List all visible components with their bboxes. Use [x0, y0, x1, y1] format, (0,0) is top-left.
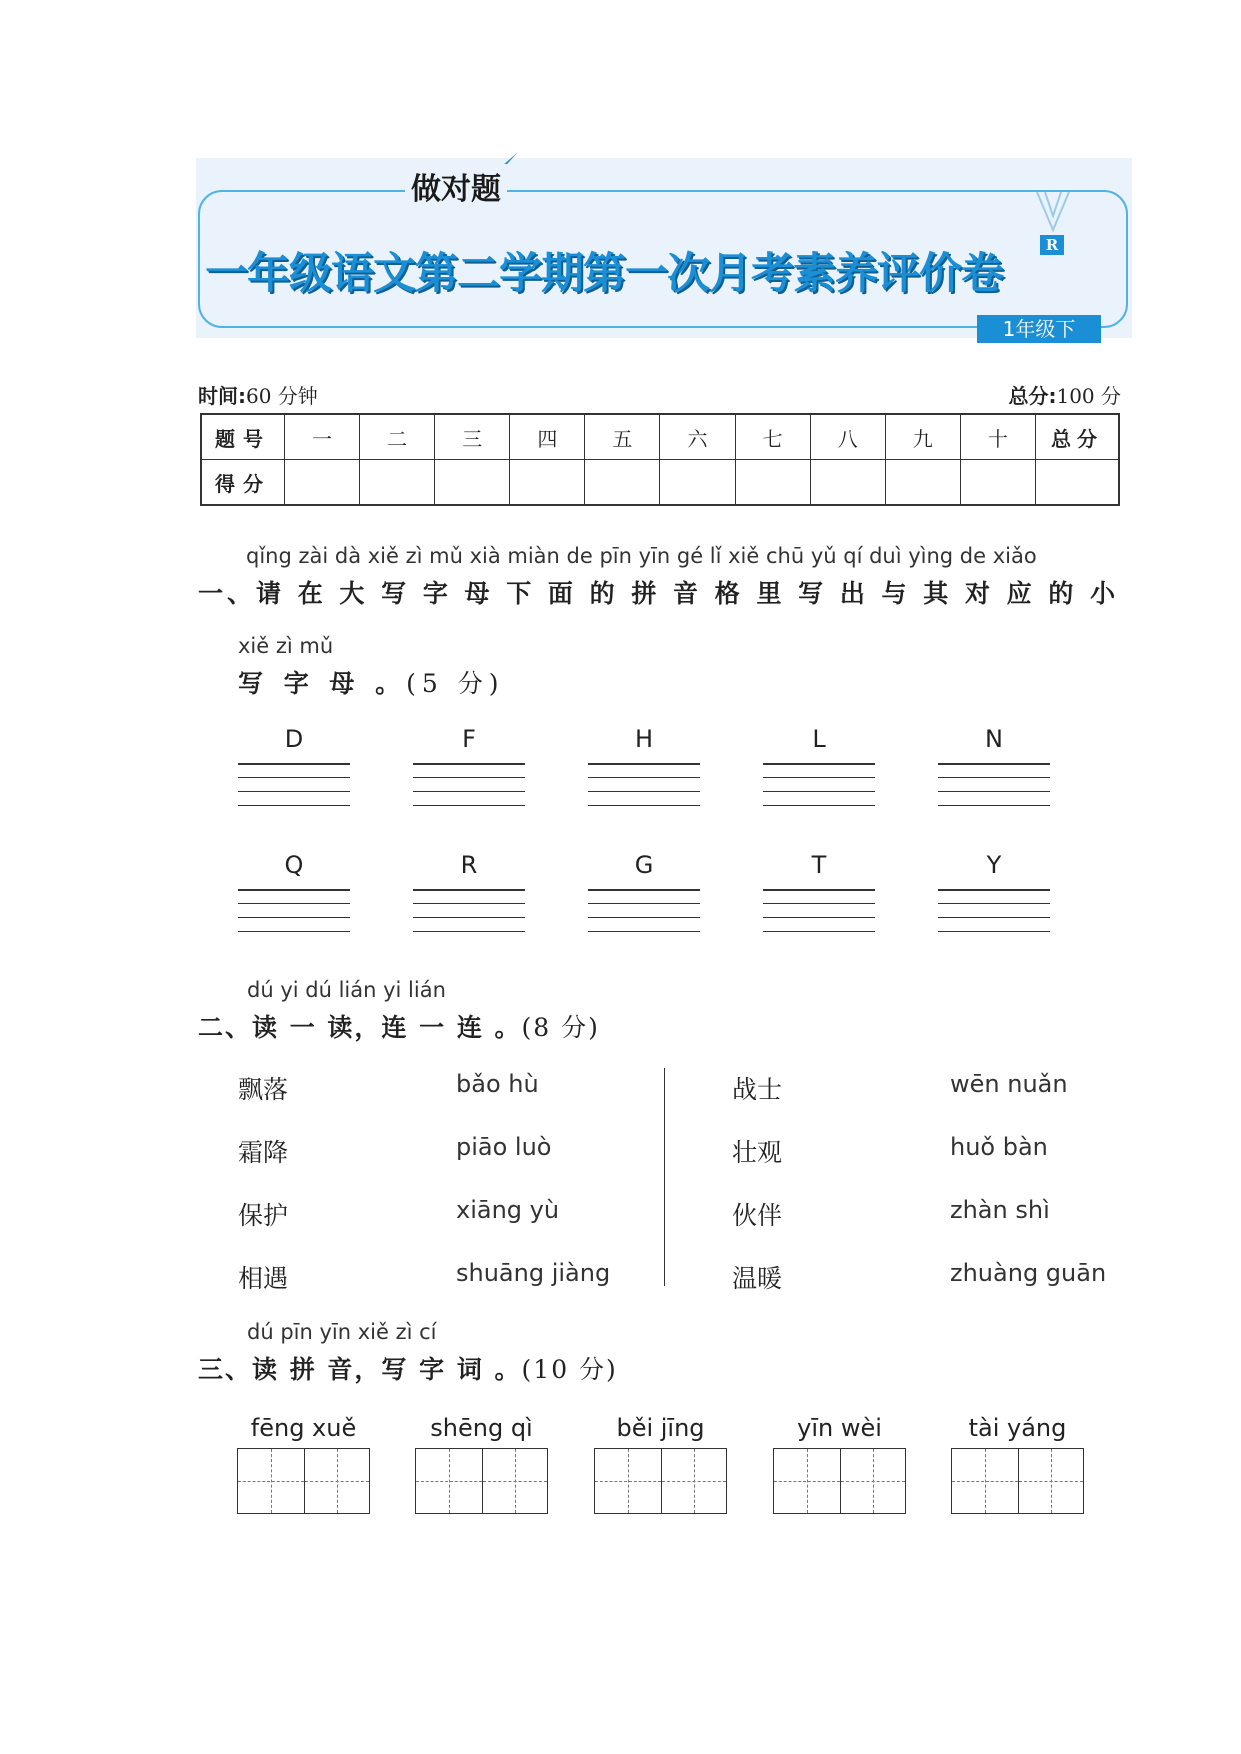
pinyin-guide-line: [938, 791, 1050, 792]
match-pinyin-left[interactable]: shuāng jiàng: [456, 1259, 611, 1287]
grid-guide-line: [985, 1449, 986, 1513]
brand-logo-text: 做对题: [405, 164, 507, 208]
word-pinyin: shēng qì: [430, 1414, 533, 1442]
q1-text-line2: [238, 664, 505, 700]
letter-writing-box[interactable]: [938, 725, 1050, 799]
grid-guide-line: [807, 1449, 808, 1513]
column-header: 六: [660, 414, 735, 460]
row-label-score: 得分: [201, 460, 285, 506]
grid-guide-line: [628, 1449, 629, 1513]
character-writing-grid[interactable]: [773, 1448, 906, 1514]
pinyin-guide-line: [413, 763, 525, 765]
pinyin-guide-line: [588, 903, 700, 904]
pinyin-guide-line: [938, 805, 1050, 806]
match-word-right[interactable]: 伙伴: [732, 1201, 783, 1230]
row-label-question-number: 题号: [201, 414, 285, 460]
pinyin-guide-line: [413, 791, 525, 792]
pinyin-guide-line: [938, 903, 1050, 904]
pinyin-guide-line: [413, 931, 525, 932]
q2-text: 二、读 一 读，连 一 连 。: [198, 1013, 522, 1042]
tian-zi-cell[interactable]: [952, 1449, 1018, 1513]
letter-writing-box[interactable]: [938, 851, 1050, 925]
exam-time: [198, 380, 318, 409]
character-writing-grid[interactable]: [237, 1448, 370, 1514]
uppercase-letter: Y: [986, 851, 1002, 879]
grid-guide-line: [1051, 1449, 1052, 1513]
letter-writing-box[interactable]: [588, 851, 700, 925]
column-header-total: 总分: [1036, 414, 1120, 460]
grade-tag: 1年级下: [977, 315, 1101, 343]
pinyin-guide-line: [588, 931, 700, 932]
column-header: 四: [510, 414, 585, 460]
pinyin-guide-line: [588, 917, 700, 918]
match-pinyin-right[interactable]: zhàn shì: [950, 1196, 1050, 1224]
grid-guide-line: [515, 1449, 516, 1513]
pinyin-guide-line: [588, 763, 700, 765]
pinyin-guide-line: [763, 889, 875, 891]
word-writing-group: [415, 1414, 548, 1514]
letter-writing-box[interactable]: [763, 725, 875, 799]
pinyin-guide-line: [238, 903, 350, 904]
pinyin-guide-line: [413, 777, 525, 778]
pinyin-guide-line: [238, 889, 350, 891]
q3-heading: [198, 1350, 618, 1386]
match-pinyin-left[interactable]: bǎo hù: [456, 1070, 539, 1098]
pinyin-guide-line: [763, 763, 875, 765]
column-header: 一: [285, 414, 360, 460]
page-title: 一年级语文第二学期第一次月考素养评价卷: [205, 249, 1003, 299]
pinyin-guide-line: [588, 791, 700, 792]
column-header: 五: [585, 414, 660, 460]
tian-zi-cell[interactable]: [304, 1449, 370, 1513]
word-pinyin: tài yáng: [968, 1414, 1067, 1442]
letter-writing-box[interactable]: [238, 851, 350, 925]
match-pinyin-left[interactable]: piāo luò: [456, 1133, 552, 1161]
q1-points: (5 分): [406, 669, 505, 698]
word-pinyin: yīn wèi: [797, 1414, 882, 1442]
score-cell[interactable]: [435, 460, 510, 506]
total-label: 总分:: [1008, 384, 1057, 408]
pinyin-guide-line: [763, 931, 875, 932]
score-cell[interactable]: [660, 460, 735, 506]
q1-text: 写 字 母 。: [238, 669, 407, 698]
match-word-right[interactable]: 温暖: [732, 1264, 783, 1293]
match-pinyin-right[interactable]: huǒ bàn: [950, 1133, 1048, 1161]
grid-guide-line: [873, 1449, 874, 1513]
tian-zi-cell[interactable]: [774, 1449, 840, 1513]
q2-heading: [198, 1008, 600, 1044]
total-value: 100 分: [1056, 384, 1121, 408]
column-header: 三: [435, 414, 510, 460]
pinyin-guide-line: [588, 889, 700, 891]
uppercase-letter: H: [634, 725, 654, 753]
pinyin-guide-line: [238, 931, 350, 932]
v-decoration-icon: [1035, 190, 1071, 234]
column-header: 七: [735, 414, 810, 460]
tian-zi-cell[interactable]: [416, 1449, 482, 1513]
q1-pinyin-line2: xiě zì mǔ: [238, 634, 334, 658]
pinyin-guide-line: [238, 763, 350, 765]
column-header: 八: [810, 414, 885, 460]
match-pinyin-right[interactable]: wēn nuǎn: [950, 1070, 1068, 1098]
time-value: 60 分钟: [246, 384, 318, 408]
q1-pinyin-line1: qǐng zài dà xiě zì mǔ xià miàn de pīn yīn gé lǐ xiě chū yǔ qí duì yìng de xiǎo: [246, 544, 1037, 568]
letter-writing-box[interactable]: [413, 851, 525, 925]
match-divider: [664, 1068, 665, 1286]
score-cell[interactable]: [510, 460, 585, 506]
pinyin-guide-line: [763, 805, 875, 806]
tian-zi-cell[interactable]: [840, 1449, 906, 1513]
score-cell[interactable]: [885, 460, 960, 506]
pinyin-guide-line: [938, 931, 1050, 932]
uppercase-letter: D: [284, 725, 304, 753]
letter-writing-box[interactable]: [413, 725, 525, 799]
pinyin-guide-line: [413, 805, 525, 806]
pinyin-guide-line: [763, 903, 875, 904]
letter-writing-box[interactable]: [763, 851, 875, 925]
pinyin-guide-line: [588, 805, 700, 806]
uppercase-letter: L: [812, 725, 826, 753]
pinyin-guide-line: [238, 791, 350, 792]
character-writing-grid[interactable]: [951, 1448, 1084, 1514]
q2-points: (8 分): [521, 1013, 600, 1042]
character-writing-grid[interactable]: [594, 1448, 727, 1514]
pinyin-guide-line: [938, 777, 1050, 778]
column-header: 十: [960, 414, 1035, 460]
pinyin-guide-line: [413, 917, 525, 918]
match-word-right[interactable]: 战士: [732, 1075, 783, 1104]
match-word-left[interactable]: 飘落: [238, 1075, 289, 1104]
score-cell[interactable]: [360, 460, 435, 506]
uppercase-letter: G: [634, 851, 654, 879]
q3-text: 三、读 拼 音，写 字 词 。: [198, 1355, 522, 1384]
pinyin-guide-line: [763, 917, 875, 918]
match-word-left[interactable]: 保护: [238, 1201, 289, 1230]
pinyin-guide-line: [413, 889, 525, 891]
word-pinyin: běi jīng: [616, 1414, 705, 1442]
pinyin-guide-line: [238, 917, 350, 918]
pinyin-guide-line: [763, 791, 875, 792]
score-cell[interactable]: [285, 460, 360, 506]
tian-zi-cell[interactable]: [595, 1449, 661, 1513]
q1-text-line1: 一、请 在 大 写 字 母 下 面 的 拼 音 格 里 写 出 与 其 对 应 的 小: [198, 579, 1120, 608]
pinyin-guide-line: [588, 777, 700, 778]
pinyin-guide-line: [238, 805, 350, 806]
tian-zi-cell[interactable]: [482, 1449, 548, 1513]
grid-guide-line: [271, 1449, 272, 1513]
word-writing-group: [951, 1414, 1084, 1514]
uppercase-letter: T: [811, 851, 827, 879]
letter-writing-box[interactable]: [588, 725, 700, 799]
q2-pinyin: dú yi dú lián yi lián: [247, 978, 446, 1002]
match-word-left[interactable]: 相遇: [238, 1264, 289, 1293]
word-writing-group: [594, 1414, 727, 1514]
word-writing-group: [773, 1414, 906, 1514]
tian-zi-cell[interactable]: [1018, 1449, 1084, 1513]
q3-pinyin: dú pīn yīn xiě zì cí: [247, 1320, 437, 1344]
character-writing-grid[interactable]: [415, 1448, 548, 1514]
uppercase-letter: R: [460, 851, 478, 879]
pinyin-guide-line: [763, 777, 875, 778]
table-row-scores: [201, 460, 1119, 506]
grid-guide-line: [449, 1449, 450, 1513]
time-label: 时间:: [198, 384, 246, 408]
pinyin-guide-line: [938, 917, 1050, 918]
table-row-question-numbers: [201, 414, 1119, 460]
letter-writing-box[interactable]: [238, 725, 350, 799]
score-table: [200, 413, 1120, 506]
exam-total-score: [1008, 380, 1121, 409]
score-cell-total[interactable]: [1036, 460, 1120, 506]
score-cell[interactable]: [585, 460, 660, 506]
pinyin-guide-line: [413, 903, 525, 904]
tian-zi-cell[interactable]: [661, 1449, 727, 1513]
pinyin-guide-line: [238, 777, 350, 778]
grid-guide-line: [337, 1449, 338, 1513]
word-pinyin: fēng xuě: [250, 1414, 357, 1442]
match-pinyin-left[interactable]: xiāng yù: [456, 1196, 560, 1224]
pinyin-guide-line: [938, 763, 1050, 765]
uppercase-letter: F: [462, 725, 476, 753]
score-cell[interactable]: [960, 460, 1035, 506]
match-word-left[interactable]: 霜降: [238, 1138, 289, 1167]
edition-badge: R: [1040, 235, 1064, 255]
uppercase-letter: Q: [284, 851, 304, 879]
column-header: 二: [360, 414, 435, 460]
uppercase-letter: N: [985, 725, 1003, 753]
pinyin-guide-line: [938, 889, 1050, 891]
tian-zi-cell[interactable]: [238, 1449, 304, 1513]
word-writing-group: [237, 1414, 370, 1514]
match-word-right[interactable]: 壮观: [732, 1138, 783, 1167]
grid-guide-line: [694, 1449, 695, 1513]
q3-points: (10 分): [521, 1355, 618, 1384]
match-pinyin-right[interactable]: zhuàng guān: [950, 1259, 1107, 1287]
score-cell[interactable]: [810, 460, 885, 506]
column-header: 九: [885, 414, 960, 460]
score-cell[interactable]: [735, 460, 810, 506]
